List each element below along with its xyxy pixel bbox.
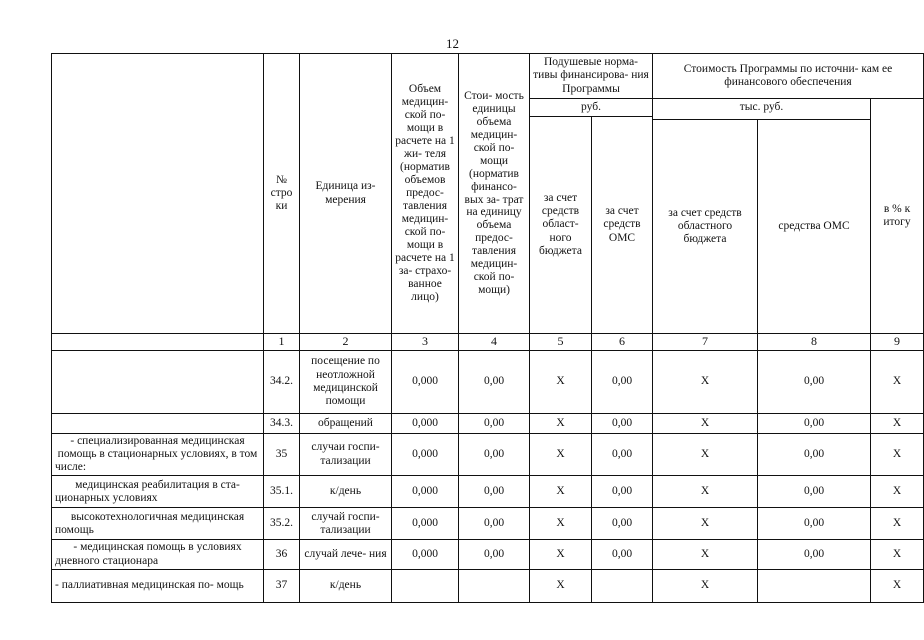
row-oms-thousand: 0,00 bbox=[758, 540, 871, 569]
row-unit-cost: 0,00 bbox=[459, 413, 530, 433]
header-row-number: № стро ки bbox=[264, 54, 300, 334]
table-row bbox=[52, 433, 924, 476]
row-number: 34.3. bbox=[264, 413, 300, 433]
row-unit-cost: 0,00 bbox=[459, 476, 530, 508]
row-oms-thousand: 0,00 bbox=[758, 433, 871, 476]
row-unit: к/день bbox=[300, 476, 392, 508]
row-unit: к/день bbox=[300, 569, 392, 602]
header-oms: за счет средств ОМС bbox=[592, 117, 653, 334]
row-regional-budget-thousand: X bbox=[653, 569, 758, 602]
page-number: 12 bbox=[446, 36, 459, 51]
row-name: - специализированная медицинская помощь в стационарных условиях, в том числе: bbox=[52, 433, 264, 476]
row-regional-budget-thousand: X bbox=[653, 433, 758, 476]
row-oms: 0,00 bbox=[592, 413, 653, 433]
row-percent: X bbox=[871, 433, 924, 476]
header-cost-by-source-group: Стоимость Программы по источни- кам ее финансового обеспечения bbox=[653, 54, 924, 99]
row-oms bbox=[592, 569, 653, 602]
header-per-capita-group: Подушевые норма- тивы финансирова- ния Программы bbox=[530, 54, 653, 99]
row-regional-budget-thousand: X bbox=[653, 508, 758, 540]
table-row bbox=[52, 413, 924, 433]
header-volume: Объем медицин- ской по- мощи в расчете на 1 жи- теля (норматив объемов предос- тавления медицин- ской по- мощи в расчете на 1 за- страхо- ванное лицо) bbox=[392, 54, 459, 334]
row-regional-budget-thousand: X bbox=[653, 540, 758, 569]
column-number: 6 bbox=[592, 334, 653, 351]
row-oms: 0,00 bbox=[592, 476, 653, 508]
row-regional-budget: X bbox=[530, 569, 592, 602]
financing-table bbox=[51, 53, 924, 603]
row-regional-budget-thousand: X bbox=[653, 476, 758, 508]
row-oms: 0,00 bbox=[592, 540, 653, 569]
row-oms: 0,00 bbox=[592, 433, 653, 476]
row-unit: случаи госпи- тализации bbox=[300, 433, 392, 476]
header-name-blank bbox=[52, 54, 264, 334]
row-percent: X bbox=[871, 413, 924, 433]
row-regional-budget: X bbox=[530, 476, 592, 508]
row-regional-budget-thousand: X bbox=[653, 413, 758, 433]
row-unit-cost: 0,00 bbox=[459, 433, 530, 476]
row-volume: 0,000 bbox=[392, 350, 459, 413]
table-row bbox=[52, 540, 924, 569]
row-number: 35.2. bbox=[264, 508, 300, 540]
table-row bbox=[52, 350, 924, 413]
header-unit: Единица из- мерения bbox=[300, 54, 392, 334]
row-percent: X bbox=[871, 569, 924, 602]
table-row bbox=[52, 508, 924, 540]
row-oms-thousand: 0,00 bbox=[758, 350, 871, 413]
row-oms-thousand: 0,00 bbox=[758, 476, 871, 508]
row-regional-budget: X bbox=[530, 508, 592, 540]
row-number: 34.2. bbox=[264, 350, 300, 413]
row-name: - паллиативная медицинская по- мощь bbox=[52, 569, 264, 602]
column-number: 2 bbox=[300, 334, 392, 351]
column-number: 9 bbox=[871, 334, 924, 351]
row-name bbox=[52, 413, 264, 433]
header-unit-thousand-rub: тыс. руб. bbox=[653, 99, 871, 117]
row-regional-budget: X bbox=[530, 433, 592, 476]
row-oms-thousand bbox=[758, 569, 871, 602]
column-number: 5 bbox=[530, 334, 592, 351]
header-unit-cost: Стои- мость единицы объема медицин- ской по- мощи (норматив финансо- вых за- трат на единицу объема предос- тавления медицин- ской по- мощи) bbox=[459, 54, 530, 334]
row-regional-budget: X bbox=[530, 350, 592, 413]
row-unit-cost: 0,00 bbox=[459, 350, 530, 413]
row-unit: обращений bbox=[300, 413, 392, 433]
row-volume: 0,000 bbox=[392, 540, 459, 569]
row-unit: случай лече- ния bbox=[300, 540, 392, 569]
column-number: 4 bbox=[459, 334, 530, 351]
row-number: 36 bbox=[264, 540, 300, 569]
header-unit-rub: руб. bbox=[530, 99, 653, 117]
row-oms-thousand: 0,00 bbox=[758, 413, 871, 433]
column-number-blank bbox=[52, 334, 264, 351]
table-row bbox=[52, 569, 924, 602]
row-oms: 0,00 bbox=[592, 350, 653, 413]
row-unit: случай госпи- тализации bbox=[300, 508, 392, 540]
row-percent: X bbox=[871, 476, 924, 508]
row-name: - медицинская помощь в условиях дневного стационара bbox=[52, 540, 264, 569]
row-volume: 0,000 bbox=[392, 413, 459, 433]
row-regional-budget: X bbox=[530, 413, 592, 433]
header-regional-budget: за счет средств област- ного бюджета bbox=[530, 117, 592, 334]
row-number: 35 bbox=[264, 433, 300, 476]
column-number: 3 bbox=[392, 334, 459, 351]
row-oms: 0,00 bbox=[592, 508, 653, 540]
header-oms-thousand: средства ОМС bbox=[758, 120, 871, 334]
column-number: 7 bbox=[653, 334, 758, 351]
row-unit-cost: 0,00 bbox=[459, 508, 530, 540]
row-volume: 0,000 bbox=[392, 508, 459, 540]
row-regional-budget-thousand: X bbox=[653, 350, 758, 413]
row-percent: X bbox=[871, 540, 924, 569]
row-regional-budget: X bbox=[530, 540, 592, 569]
row-percent: X bbox=[871, 508, 924, 540]
column-number: 1 bbox=[264, 334, 300, 351]
row-volume: 0,000 bbox=[392, 433, 459, 476]
row-name: высокотехнологичная медицинская помощь bbox=[52, 508, 264, 540]
row-oms-thousand: 0,00 bbox=[758, 508, 871, 540]
header-regional-budget-thousand: за счет средств областного бюджета bbox=[653, 120, 758, 334]
table-row bbox=[52, 476, 924, 508]
row-number: 35.1. bbox=[264, 476, 300, 508]
row-unit: посещение по неотложной медицинской помощи bbox=[300, 350, 392, 413]
row-unit-cost: 0,00 bbox=[459, 540, 530, 569]
row-name bbox=[52, 350, 264, 413]
header-percent: в % к итогу bbox=[871, 99, 924, 334]
row-unit-cost bbox=[459, 569, 530, 602]
column-number: 8 bbox=[758, 334, 871, 351]
row-volume: 0,000 bbox=[392, 476, 459, 508]
row-volume bbox=[392, 569, 459, 602]
row-number: 37 bbox=[264, 569, 300, 602]
row-name: медицинская реабилитация в ста- ционарных условиях bbox=[52, 476, 264, 508]
row-percent: X bbox=[871, 350, 924, 413]
